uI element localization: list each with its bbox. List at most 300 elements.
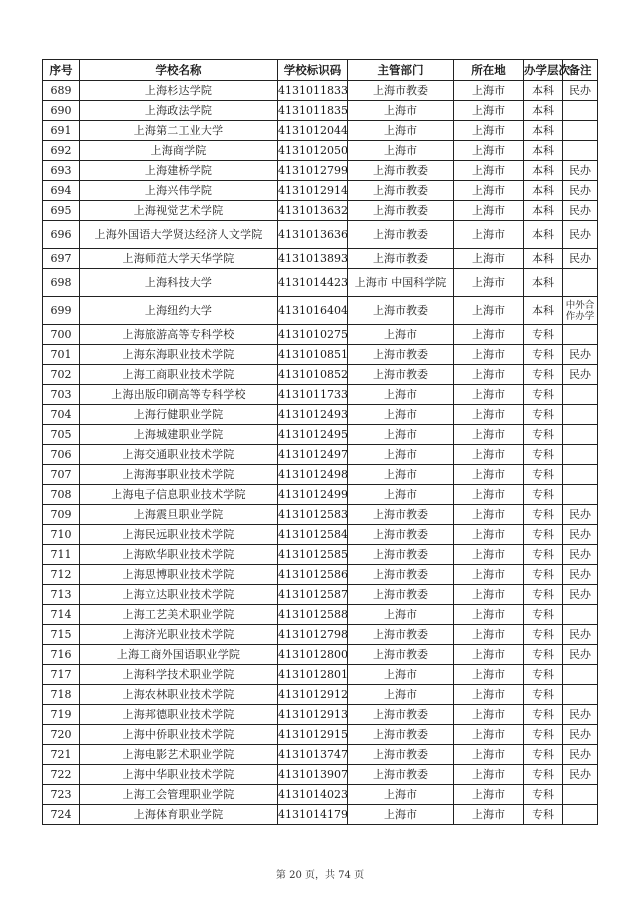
cell-level: 本科 — [524, 81, 563, 101]
cell-level: 专科 — [524, 645, 563, 665]
cell-location: 上海市 — [454, 705, 524, 725]
cell-location: 上海市 — [454, 405, 524, 425]
cell-school-code: 4131011733 — [278, 385, 348, 405]
cell-school-name: 上海兴伟学院 — [80, 181, 278, 201]
cell-index: 705 — [43, 425, 80, 445]
cell-school-code: 4131012801 — [278, 665, 348, 685]
cell-school-name: 上海交通职业技术学院 — [80, 445, 278, 465]
table-row — [43, 565, 598, 585]
table-row — [43, 785, 598, 805]
cell-department: 上海市教委 — [348, 745, 454, 765]
cell-location: 上海市 — [454, 805, 524, 825]
cell-location: 上海市 — [454, 465, 524, 485]
table-row — [43, 625, 598, 645]
cell-level: 本科 — [524, 249, 563, 269]
cell-index: 718 — [43, 685, 80, 705]
cell-remarks — [563, 425, 598, 445]
cell-department: 上海市 — [348, 385, 454, 405]
cell-level: 专科 — [524, 445, 563, 465]
cell-department: 上海市教委 — [348, 365, 454, 385]
header-location: 所在地 — [454, 60, 524, 81]
cell-department: 上海市 — [348, 121, 454, 141]
cell-school-code: 4131013893 — [278, 249, 348, 269]
cell-school-name: 上海东海职业技术学院 — [80, 345, 278, 365]
cell-remarks: 民办 — [563, 585, 598, 605]
table-row — [43, 805, 598, 825]
cell-school-name: 上海济光职业技术学院 — [80, 625, 278, 645]
table-row — [43, 645, 598, 665]
cell-remarks: 民办 — [563, 725, 598, 745]
cell-department: 上海市 — [348, 785, 454, 805]
table-row — [43, 705, 598, 725]
table-row — [43, 385, 598, 405]
table-row — [43, 745, 598, 765]
cell-department: 上海市教委 — [348, 545, 454, 565]
cell-school-code: 4131012913 — [278, 705, 348, 725]
cell-remarks: 民办 — [563, 505, 598, 525]
table-row — [43, 405, 598, 425]
cell-index: 704 — [43, 405, 80, 425]
cell-level: 本科 — [524, 121, 563, 141]
cell-location: 上海市 — [454, 545, 524, 565]
table-row — [43, 465, 598, 485]
cell-index: 719 — [43, 705, 80, 725]
cell-school-code: 4131012585 — [278, 545, 348, 565]
cell-index: 716 — [43, 645, 80, 665]
cell-department: 上海市教委 — [348, 181, 454, 201]
cell-department: 上海市 — [348, 101, 454, 121]
cell-school-code: 4131012588 — [278, 605, 348, 625]
cell-level: 专科 — [524, 385, 563, 405]
cell-location: 上海市 — [454, 785, 524, 805]
cell-location: 上海市 — [454, 101, 524, 121]
cell-remarks — [563, 101, 598, 121]
table-row — [43, 365, 598, 385]
cell-index: 721 — [43, 745, 80, 765]
table-row — [43, 161, 598, 181]
cell-school-name: 上海杉达学院 — [80, 81, 278, 101]
cell-remarks: 民办 — [563, 161, 598, 181]
cell-school-code: 4131010851 — [278, 345, 348, 365]
cell-school-name: 上海师范大学天华学院 — [80, 249, 278, 269]
cell-index: 713 — [43, 585, 80, 605]
table-row — [43, 81, 598, 101]
cell-remarks — [563, 605, 598, 625]
cell-school-name: 上海电子信息职业技术学院 — [80, 485, 278, 505]
cell-remarks: 中外合作办学 — [563, 297, 598, 325]
cell-school-code: 4131013636 — [278, 221, 348, 249]
cell-remarks — [563, 785, 598, 805]
cell-school-name: 上海旅游高等专科学校 — [80, 325, 278, 345]
table-row — [43, 485, 598, 505]
cell-department: 上海市教委 — [348, 201, 454, 221]
cell-index: 723 — [43, 785, 80, 805]
cell-department: 上海市教委 — [348, 565, 454, 585]
cell-location: 上海市 — [454, 485, 524, 505]
cell-index: 693 — [43, 161, 80, 181]
cell-remarks — [563, 485, 598, 505]
cell-location: 上海市 — [454, 385, 524, 405]
cell-index: 711 — [43, 545, 80, 565]
table-row — [43, 425, 598, 445]
cell-index: 689 — [43, 81, 80, 101]
cell-remarks: 民办 — [563, 625, 598, 645]
table-row — [43, 101, 598, 121]
cell-index: 694 — [43, 181, 80, 201]
header-index: 序号 — [43, 60, 80, 81]
cell-school-name: 上海立达职业技术学院 — [80, 585, 278, 605]
cell-remarks — [563, 325, 598, 345]
cell-school-code: 4131013907 — [278, 765, 348, 785]
cell-remarks: 民办 — [563, 765, 598, 785]
cell-level: 专科 — [524, 525, 563, 545]
cell-department: 上海市 — [348, 425, 454, 445]
cell-school-name: 上海商学院 — [80, 141, 278, 161]
cell-remarks — [563, 141, 598, 161]
cell-index: 698 — [43, 269, 80, 297]
cell-location: 上海市 — [454, 725, 524, 745]
cell-index: 696 — [43, 221, 80, 249]
cell-level: 专科 — [524, 665, 563, 685]
cell-department: 上海市 — [348, 605, 454, 625]
cell-remarks — [563, 445, 598, 465]
school-list-table — [42, 59, 598, 825]
cell-school-name: 上海行健职业学院 — [80, 405, 278, 425]
table-row — [43, 725, 598, 745]
cell-remarks: 民办 — [563, 345, 598, 365]
cell-department: 上海市教委 — [348, 765, 454, 785]
cell-school-name: 上海视觉艺术学院 — [80, 201, 278, 221]
cell-index: 720 — [43, 725, 80, 745]
cell-remarks: 民办 — [563, 221, 598, 249]
cell-level: 专科 — [524, 785, 563, 805]
cell-school-name: 上海思博职业技术学院 — [80, 565, 278, 585]
cell-index: 692 — [43, 141, 80, 161]
cell-school-code: 4131010275 — [278, 325, 348, 345]
cell-school-name: 上海中华职业技术学院 — [80, 765, 278, 785]
cell-department: 上海市教委 — [348, 585, 454, 605]
cell-remarks: 民办 — [563, 81, 598, 101]
cell-school-code: 4131013632 — [278, 201, 348, 221]
header-department: 主管部门 — [348, 60, 454, 81]
cell-department: 上海市 — [348, 141, 454, 161]
cell-index: 708 — [43, 485, 80, 505]
cell-school-name: 上海体育职业学院 — [80, 805, 278, 825]
table-row — [43, 249, 598, 269]
cell-index: 714 — [43, 605, 80, 625]
cell-index: 701 — [43, 345, 80, 365]
cell-level: 专科 — [524, 685, 563, 705]
cell-location: 上海市 — [454, 605, 524, 625]
cell-level: 本科 — [524, 201, 563, 221]
cell-department: 上海市教委 — [348, 345, 454, 365]
cell-department: 上海市 — [348, 405, 454, 425]
cell-level: 本科 — [524, 141, 563, 161]
cell-school-code: 4131012044 — [278, 121, 348, 141]
cell-location: 上海市 — [454, 181, 524, 201]
cell-school-code: 4131014423 — [278, 269, 348, 297]
table-row — [43, 345, 598, 365]
cell-school-name: 上海农林职业技术学院 — [80, 685, 278, 705]
header-remarks: 备注 — [563, 60, 598, 81]
table-row — [43, 269, 598, 297]
cell-index: 715 — [43, 625, 80, 645]
cell-school-name: 上海民远职业技术学院 — [80, 525, 278, 545]
cell-remarks — [563, 269, 598, 297]
cell-remarks: 民办 — [563, 565, 598, 585]
cell-index: 724 — [43, 805, 80, 825]
page-footer: 第 20 页，共 74 页 — [275, 870, 365, 881]
cell-level: 专科 — [524, 585, 563, 605]
table-row — [43, 685, 598, 705]
cell-school-code: 4131011833 — [278, 81, 348, 101]
cell-location: 上海市 — [454, 765, 524, 785]
cell-school-code: 4131012587 — [278, 585, 348, 605]
table-header-row — [43, 60, 598, 81]
cell-department: 上海市教委 — [348, 505, 454, 525]
cell-department: 上海市教委 — [348, 625, 454, 645]
cell-school-code: 4131011835 — [278, 101, 348, 121]
header-level: 办学层次 — [524, 60, 563, 81]
cell-remarks: 民办 — [563, 745, 598, 765]
cell-department: 上海市 — [348, 805, 454, 825]
cell-school-name: 上海政法学院 — [80, 101, 278, 121]
cell-school-name: 上海震旦职业学院 — [80, 505, 278, 525]
cell-location: 上海市 — [454, 505, 524, 525]
cell-location: 上海市 — [454, 585, 524, 605]
cell-level: 本科 — [524, 297, 563, 325]
cell-level: 本科 — [524, 181, 563, 201]
table-row — [43, 141, 598, 161]
cell-remarks: 民办 — [563, 645, 598, 665]
cell-school-code: 4131012493 — [278, 405, 348, 425]
cell-location: 上海市 — [454, 565, 524, 585]
cell-department: 上海市 — [348, 665, 454, 685]
cell-level: 专科 — [524, 545, 563, 565]
cell-department: 上海市 — [348, 485, 454, 505]
cell-school-name: 上海工商职业技术学院 — [80, 365, 278, 385]
cell-location: 上海市 — [454, 249, 524, 269]
cell-location: 上海市 — [454, 81, 524, 101]
cell-index: 722 — [43, 765, 80, 785]
cell-location: 上海市 — [454, 345, 524, 365]
cell-remarks — [563, 121, 598, 141]
cell-department: 上海市 — [348, 445, 454, 465]
cell-level: 专科 — [524, 425, 563, 445]
cell-location: 上海市 — [454, 685, 524, 705]
cell-school-code: 4131012499 — [278, 485, 348, 505]
cell-school-code: 4131012800 — [278, 645, 348, 665]
cell-level: 专科 — [524, 705, 563, 725]
cell-school-code: 4131012914 — [278, 181, 348, 201]
cell-level: 专科 — [524, 765, 563, 785]
table-row — [43, 121, 598, 141]
table-row — [43, 505, 598, 525]
cell-school-name: 上海城建职业学院 — [80, 425, 278, 445]
cell-school-code: 4131012497 — [278, 445, 348, 465]
cell-location: 上海市 — [454, 221, 524, 249]
cell-location: 上海市 — [454, 141, 524, 161]
cell-department: 上海市 中国科学院 — [348, 269, 454, 297]
cell-remarks: 民办 — [563, 545, 598, 565]
cell-school-code: 4131012915 — [278, 725, 348, 745]
cell-department: 上海市 — [348, 325, 454, 345]
cell-location: 上海市 — [454, 665, 524, 685]
cell-level: 专科 — [524, 405, 563, 425]
cell-remarks: 民办 — [563, 705, 598, 725]
cell-index: 710 — [43, 525, 80, 545]
cell-school-name: 上海出版印刷高等专科学校 — [80, 385, 278, 405]
cell-school-code: 4131012583 — [278, 505, 348, 525]
cell-level: 专科 — [524, 345, 563, 365]
cell-school-code: 4131013747 — [278, 745, 348, 765]
cell-school-code: 4131016404 — [278, 297, 348, 325]
cell-department: 上海市教委 — [348, 81, 454, 101]
cell-school-name: 上海第二工业大学 — [80, 121, 278, 141]
cell-index: 703 — [43, 385, 80, 405]
cell-index: 695 — [43, 201, 80, 221]
cell-department: 上海市教委 — [348, 249, 454, 269]
cell-level: 专科 — [524, 505, 563, 525]
cell-index: 699 — [43, 297, 80, 325]
table-row — [43, 605, 598, 625]
cell-index: 712 — [43, 565, 80, 585]
cell-location: 上海市 — [454, 201, 524, 221]
cell-location: 上海市 — [454, 525, 524, 545]
cell-school-name: 上海电影艺术职业学院 — [80, 745, 278, 765]
cell-level: 专科 — [524, 325, 563, 345]
table-body — [43, 81, 598, 825]
cell-level: 专科 — [524, 625, 563, 645]
cell-department: 上海市教委 — [348, 297, 454, 325]
cell-school-code: 4131012798 — [278, 625, 348, 645]
cell-index: 690 — [43, 101, 80, 121]
cell-level: 专科 — [524, 485, 563, 505]
cell-remarks: 民办 — [563, 201, 598, 221]
table-row — [43, 297, 598, 325]
cell-school-code: 4131014023 — [278, 785, 348, 805]
cell-location: 上海市 — [454, 445, 524, 465]
cell-index: 706 — [43, 445, 80, 465]
cell-school-code: 4131012498 — [278, 465, 348, 485]
cell-index: 717 — [43, 665, 80, 685]
table-row — [43, 545, 598, 565]
cell-location: 上海市 — [454, 121, 524, 141]
cell-location: 上海市 — [454, 365, 524, 385]
cell-school-name: 上海欧华职业技术学院 — [80, 545, 278, 565]
cell-department: 上海市教委 — [348, 645, 454, 665]
cell-location: 上海市 — [454, 645, 524, 665]
cell-department: 上海市教委 — [348, 221, 454, 249]
cell-remarks: 民办 — [563, 181, 598, 201]
cell-level: 专科 — [524, 805, 563, 825]
cell-remarks — [563, 385, 598, 405]
cell-location: 上海市 — [454, 325, 524, 345]
cell-school-name: 上海外国语大学贤达经济人文学院 — [80, 221, 278, 249]
cell-location: 上海市 — [454, 269, 524, 297]
cell-index: 702 — [43, 365, 80, 385]
table-row — [43, 665, 598, 685]
cell-level: 专科 — [524, 465, 563, 485]
cell-location: 上海市 — [454, 297, 524, 325]
cell-remarks: 民办 — [563, 249, 598, 269]
cell-department: 上海市教委 — [348, 525, 454, 545]
school-list-table-container — [42, 59, 597, 825]
header-school-name: 学校名称 — [80, 60, 278, 81]
cell-school-code: 4131012584 — [278, 525, 348, 545]
cell-level: 专科 — [524, 565, 563, 585]
cell-school-name: 上海科技大学 — [80, 269, 278, 297]
table-row — [43, 525, 598, 545]
cell-school-code: 4131012495 — [278, 425, 348, 445]
cell-location: 上海市 — [454, 425, 524, 445]
cell-index: 697 — [43, 249, 80, 269]
cell-index: 700 — [43, 325, 80, 345]
cell-level: 本科 — [524, 101, 563, 121]
cell-index: 707 — [43, 465, 80, 485]
cell-school-name: 上海海事职业技术学院 — [80, 465, 278, 485]
table-row — [43, 765, 598, 785]
table-row — [43, 221, 598, 249]
cell-remarks — [563, 665, 598, 685]
cell-department: 上海市教委 — [348, 705, 454, 725]
cell-school-name: 上海纽约大学 — [80, 297, 278, 325]
cell-remarks — [563, 685, 598, 705]
cell-index: 709 — [43, 505, 80, 525]
cell-school-code: 4131014179 — [278, 805, 348, 825]
cell-school-code: 4131012050 — [278, 141, 348, 161]
table-row — [43, 325, 598, 345]
cell-remarks — [563, 465, 598, 485]
table-row — [43, 445, 598, 465]
cell-department: 上海市教委 — [348, 725, 454, 745]
cell-level: 专科 — [524, 365, 563, 385]
cell-school-name: 上海建桥学院 — [80, 161, 278, 181]
cell-level: 专科 — [524, 605, 563, 625]
cell-location: 上海市 — [454, 161, 524, 181]
cell-level: 本科 — [524, 221, 563, 249]
cell-school-code: 4131012912 — [278, 685, 348, 705]
cell-school-name: 上海工商外国语职业学院 — [80, 645, 278, 665]
cell-school-code: 4131012799 — [278, 161, 348, 181]
cell-school-name: 上海中侨职业技术学院 — [80, 725, 278, 745]
cell-index: 691 — [43, 121, 80, 141]
cell-school-name: 上海科学技术职业学院 — [80, 665, 278, 685]
cell-school-code: 4131010852 — [278, 365, 348, 385]
cell-remarks: 民办 — [563, 525, 598, 545]
cell-level: 专科 — [524, 725, 563, 745]
cell-remarks: 民办 — [563, 365, 598, 385]
cell-level: 本科 — [524, 161, 563, 181]
cell-school-code: 4131012586 — [278, 565, 348, 585]
cell-location: 上海市 — [454, 745, 524, 765]
header-school-code: 学校标识码 — [278, 60, 348, 81]
cell-school-name: 上海工艺美术职业学院 — [80, 605, 278, 625]
table-row — [43, 201, 598, 221]
cell-remarks — [563, 805, 598, 825]
cell-school-name: 上海邦德职业技术学院 — [80, 705, 278, 725]
table-row — [43, 181, 598, 201]
cell-location: 上海市 — [454, 625, 524, 645]
cell-remarks — [563, 405, 598, 425]
cell-department: 上海市 — [348, 685, 454, 705]
cell-department: 上海市教委 — [348, 161, 454, 181]
table-row — [43, 585, 598, 605]
cell-level: 本科 — [524, 269, 563, 297]
cell-department: 上海市 — [348, 465, 454, 485]
cell-school-name: 上海工会管理职业学院 — [80, 785, 278, 805]
cell-level: 专科 — [524, 745, 563, 765]
